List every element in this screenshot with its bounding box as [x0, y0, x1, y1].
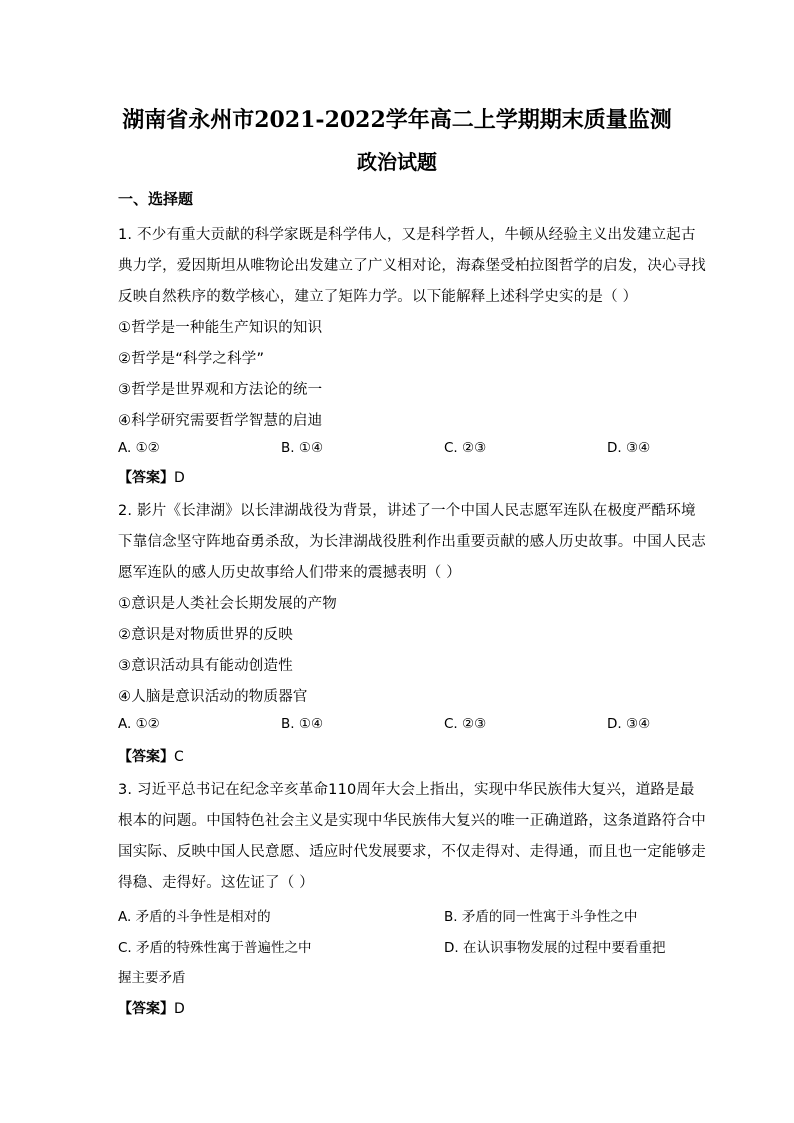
q1-statement-2: ②哲学是“科学之科学”: [118, 351, 265, 367]
answer-label: 【答案】: [118, 470, 174, 486]
q2-option-c: C. ②③: [444, 716, 487, 732]
q3-option-a: A. 矛盾的斗争性是相对的: [118, 909, 271, 925]
q2-option-b: B. ①④: [281, 716, 324, 732]
q1-line-1: 1. 不少有重大贡献的科学家既是科学伟人，又是科学哲人，牛顿从经验主义出发建立起古: [118, 227, 696, 243]
q2-statement-2: ②意识是对物质世界的反映: [118, 627, 293, 643]
page-title: 湖南省永州市2021-2022学年高二上学期期末质量监测: [122, 107, 672, 133]
q3-line-3: 国实际、反映中国人民意愿、适应时代发展要求，不仅走得对、走得通，而且也一定能够走: [118, 844, 706, 860]
q1-option-b: B. ①④: [281, 440, 324, 456]
page-subtitle: 政治试题: [357, 150, 437, 174]
q2-statement-3: ③意识活动具有能动创造性: [118, 658, 293, 674]
q2-answer-value: C: [174, 749, 184, 765]
q3-line-1: 3. 习近平总书记在纪念辛亥革命110周年大会上指出，实现中华民族伟大复兴，道路是最: [118, 782, 695, 798]
q1-statement-1: ①哲学是一种能生产知识的知识: [118, 320, 323, 336]
section-heading: 一、选择题: [118, 190, 194, 208]
q3-line-2: 根本的问题。中国特色社会主义是实现中华民族伟大复兴的唯一正确道路，这条道路符合中: [118, 813, 706, 829]
q3-answer: [118, 998, 185, 1018]
q1-statement-3: ③哲学是世界观和方法论的统一: [118, 382, 323, 398]
q3-option-d-continued: 握主要矛盾: [118, 970, 186, 986]
q1-answer-value: D: [174, 470, 185, 486]
q1-answer: [118, 467, 185, 487]
q2-option-a: A. ①②: [118, 716, 160, 732]
q2-line-2: 下靠信念坚守阵地奋勇杀敌，为长津湖战役胜利作出重要贡献的感人历史故事。中国人民志: [118, 534, 706, 550]
q2-option-d: D. ③④: [607, 716, 651, 732]
q1-statement-4: ④科学研究需要哲学智慧的启迪: [118, 413, 323, 429]
q2-statement-1: ①意识是人类社会长期发展的产物: [118, 596, 337, 612]
q1-option-c: C. ②③: [444, 440, 487, 456]
q3-option-d: D. 在认识事物发展的过程中要看重把: [444, 940, 666, 956]
q1-line-2: 典力学，爱因斯坦从唯物论出发建立了广义相对论，海森堡受柏拉图哲学的启发，决心寻找: [118, 258, 706, 274]
q3-answer-value: D: [174, 1001, 185, 1017]
answer-label: 【答案】: [118, 1001, 174, 1017]
q2-statement-4: ④人脑是意识活动的物质器官: [118, 689, 308, 705]
q1-option-d: D. ③④: [607, 440, 651, 456]
q2-line-3: 愿军连队的感人历史故事给人们带来的震撼表明（ ）: [118, 565, 461, 581]
q2-answer: [118, 746, 184, 766]
q1-option-a: A. ①②: [118, 440, 160, 456]
answer-label: 【答案】: [118, 749, 174, 765]
q1-line-3: 反映自然秩序的数学核心，建立了矩阵力学。以下能解释上述科学史实的是（ ）: [118, 289, 638, 305]
q3-line-4: 得稳、走得好。这佐证了（ ）: [118, 875, 314, 891]
q3-option-b: B. 矛盾的同一性寓于斗争性之中: [444, 909, 638, 925]
q2-line-1: 2. 影片《长津湖》以长津湖战役为背景，讲述了一个中国人民志愿军连队在极度严酷环境: [118, 503, 696, 519]
q3-option-c: C. 矛盾的特殊性寓于普遍性之中: [118, 940, 312, 956]
